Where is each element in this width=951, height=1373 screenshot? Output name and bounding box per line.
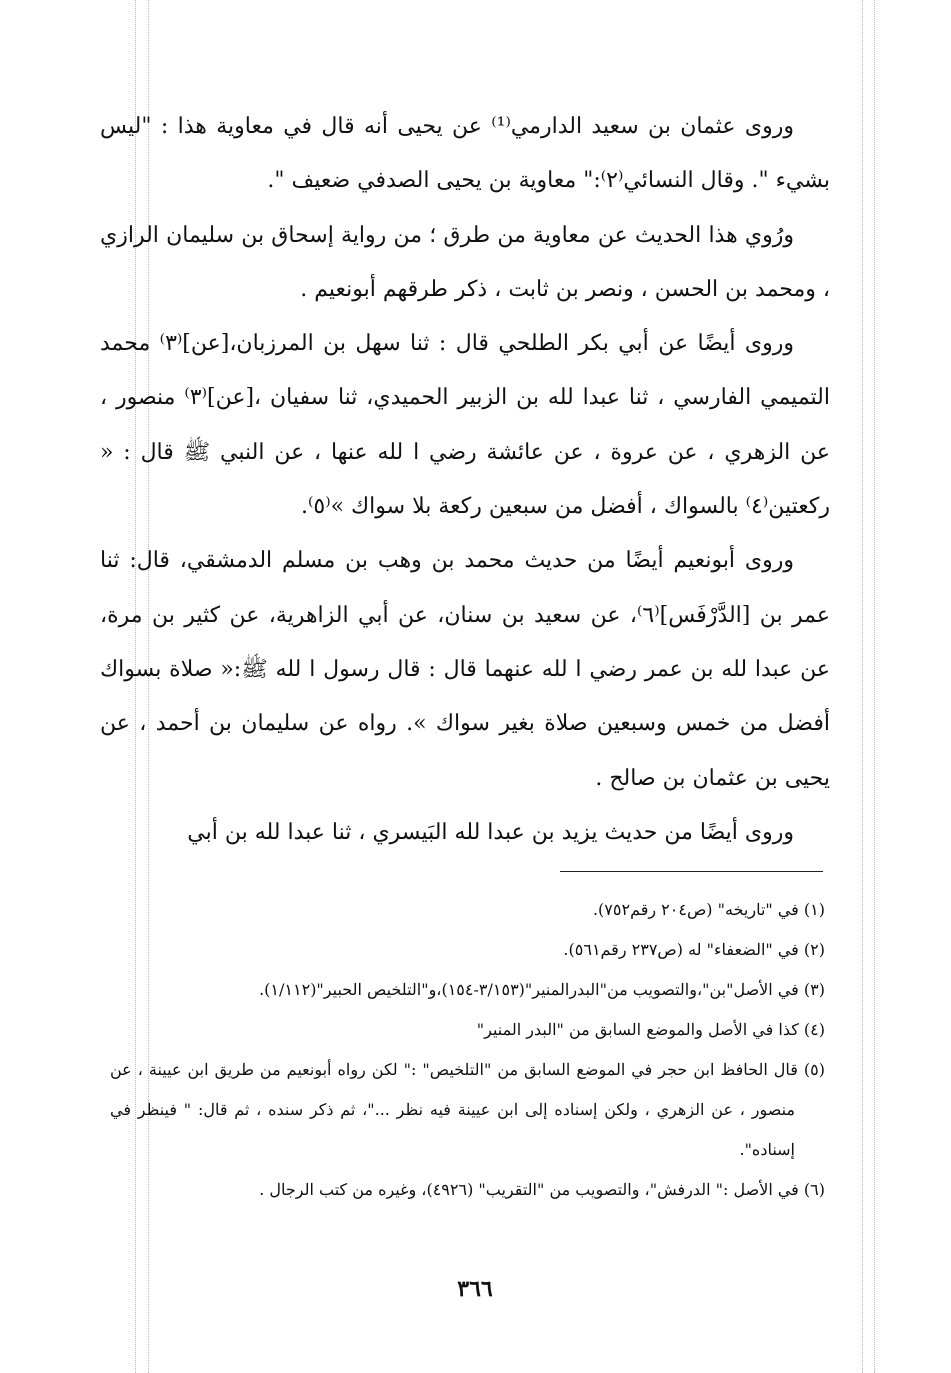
footnote: (٢) في "الضعفاء" له (ص٢٣٧ رقم٥٦١).	[563, 940, 825, 959]
body-paragraph: وروى عثمان بن سعيد الدارمي⁽¹⁾ عن يحيى أنه قال في معاوية هذا : "ليس بشيء ". وقال النسائي⁽٢⁾:" معاوية بن يحيى الصدفي ضعيف ".	[100, 114, 830, 194]
footnotes	[110, 890, 825, 1210]
footnote: (٤) كذا في الأصل والموضع السابق من "البدر المنير"	[476, 1020, 825, 1039]
footnote: (٦) في الأصل :" الدرفش"، والتصويب من "التقريب" (٤٩٢٦)، وغيره من كتب الرجال .	[259, 1180, 825, 1199]
scan-artifact-line	[874, 0, 875, 1373]
footnote: (١) في "تاريخه" (ص٢٠٤ رقم٧٥٢).	[592, 900, 825, 919]
body-paragraph: وروى أيضًا عن أبي بكر الطلحي قال : ثنا سهل بن المرزبان،[عن]⁽٣⁾ محمد التميمي الفارسي ، ثنا عبدا لله بن الزبير الحميدي، ثنا سفيان ،[عن]⁽٣⁾ منصور ، عن الزهري ، عن عروة ، عن عائشة رضي ا لله عنها ، عن النبي ﷺ قال : « ركعتين⁽٤⁾ بالسواك ، أفضل من سبعين ركعة بلا سواك »⁽٥⁾.	[100, 331, 830, 520]
footnote: (٣) في الأصل"بن"،والتصويب من"البدرالمنير"(٣/١٥٣-١٥٤)،و"التلخيص الحبير"(١/١١٢).	[259, 980, 825, 999]
footnote-separator	[560, 871, 823, 872]
footnote: (٥) قال الحافظ ابن حجر في الموضع السابق من "التلخيص" :" لكن رواه أبونعيم من طريق ابن عيينة ، عن منصور ، عن الزهري ، ولكن إسناده إلى ابن عيينة فيه نظر ..."، ثم ذكر سنده ، ثم قال: " فينظر في إسناده".	[110, 1060, 825, 1159]
body-paragraph: ورُوي هذا الحديث عن معاوية من طرق ؛ من رواية إسحاق بن سليمان الرازي ، ومحمد بن الحسن ، ونصر بن ثابت ، ذكر طرقهم أبونعيم .	[100, 222, 830, 302]
body-paragraph: وروى أيضًا من حديث يزيد بن عبدا لله البَيسري ، ثنا عبدا لله بن أبي	[187, 819, 794, 845]
main-text	[100, 100, 830, 860]
scan-artifact-line	[862, 0, 863, 1373]
body-paragraph: وروى أبونعيم أيضًا من حديث محمد بن وهب بن مسلم الدمشقي، قال: ثنا عمر بن [الدَّرْفَس]⁽٦⁾، عن سعيد بن سنان، عن أبي الزاهرية، عن كثير بن مرة، عن عبدا لله بن عمر رضي ا لله عنهما قال : قال رسول ا لله ﷺ:« صلاة بسواك أفضل من خمس وسبعين صلاة بغير سواك ». رواه عن سليمان بن أحمد ، عن يحيى بن عثمان بن صالح .	[100, 548, 830, 791]
page-number: ٣٦٦	[457, 1276, 493, 1302]
